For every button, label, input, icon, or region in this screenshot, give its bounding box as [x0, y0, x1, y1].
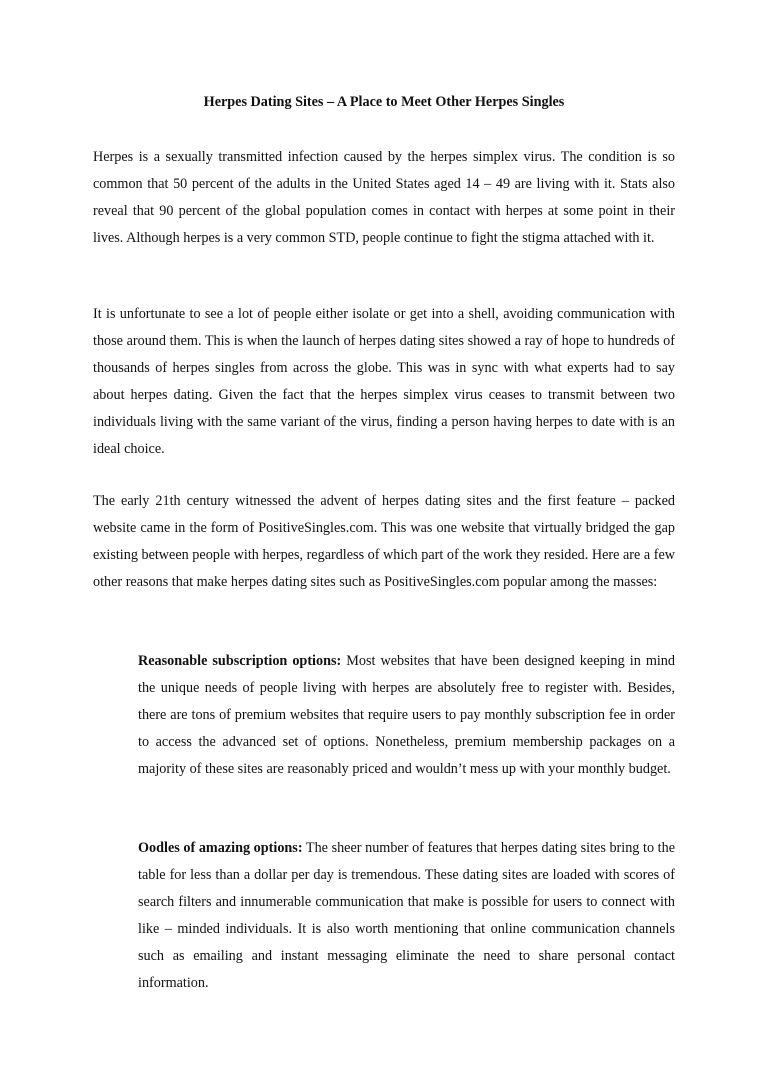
paragraph-intro: Herpes is a sexually transmitted infection caused by the herpes simplex virus. The condition is so common that 50 percent of the adults in the United States aged 14 – 49 are living with it. Stats also reveal that 90 percent of the global population comes in contact with herpes at some point in their lives. Although herpes is a very common STD, people continue to fight the stigma attached with it. — [93, 149, 675, 246]
reason-options-text: The sheer number of features that herpes dating sites bring to the table for less than a dollar per day is tremendous. These dating sites are loaded with scores of search filters and innumerable communication that make is possible for users to connect with like – minded individuals. It is also worth mentioning that online communication channels such as emailing and instant messaging eliminate the need to share personal contact information. — [138, 840, 675, 991]
document-title: Herpes Dating Sites – A Place to Meet Other Herpes Singles — [203, 94, 565, 110]
reason-options — [138, 835, 675, 997]
reason-subscription-heading: Reasonable subscription options: — [138, 653, 342, 669]
reason-subscription — [138, 648, 675, 783]
paragraph-history: The early 21th century witnessed the advent of herpes dating sites and the first feature – packed website came in the form of PositiveSingles.com. This was one website that virtually bridged the gap existing between people with herpes, regardless of which part of the work they resided. Here are a few other reasons that make herpes dating sites such as PositiveSingles.com popular among the masses: — [93, 493, 675, 590]
reason-subscription-text: Most websites that have been designed keeping in mind the unique needs of people living with herpes are absolutely free to register with. Besides, there are tons of premium websites that require users to pay monthly subscription fee in order to access the advanced set of options. Nonetheless, premium membership packages on a majority of these sites are reasonably priced and wouldn’t mess up with your monthly budget. — [138, 653, 675, 777]
paragraph-stigma: It is unfortunate to see a lot of people either isolate or get into a shell, avoiding communication with those around them. This is when the launch of herpes dating sites showed a ray of hope to hundreds of thousands of herpes singles from across the globe. This was in sync with what experts had to say about herpes dating. Given the fact that the herpes simplex virus ceases to transmit between two individuals living with the same variant of the virus, finding a person having herpes to date with is an ideal choice. — [93, 306, 675, 457]
reason-options-heading: Oodles of amazing options: — [138, 840, 303, 856]
